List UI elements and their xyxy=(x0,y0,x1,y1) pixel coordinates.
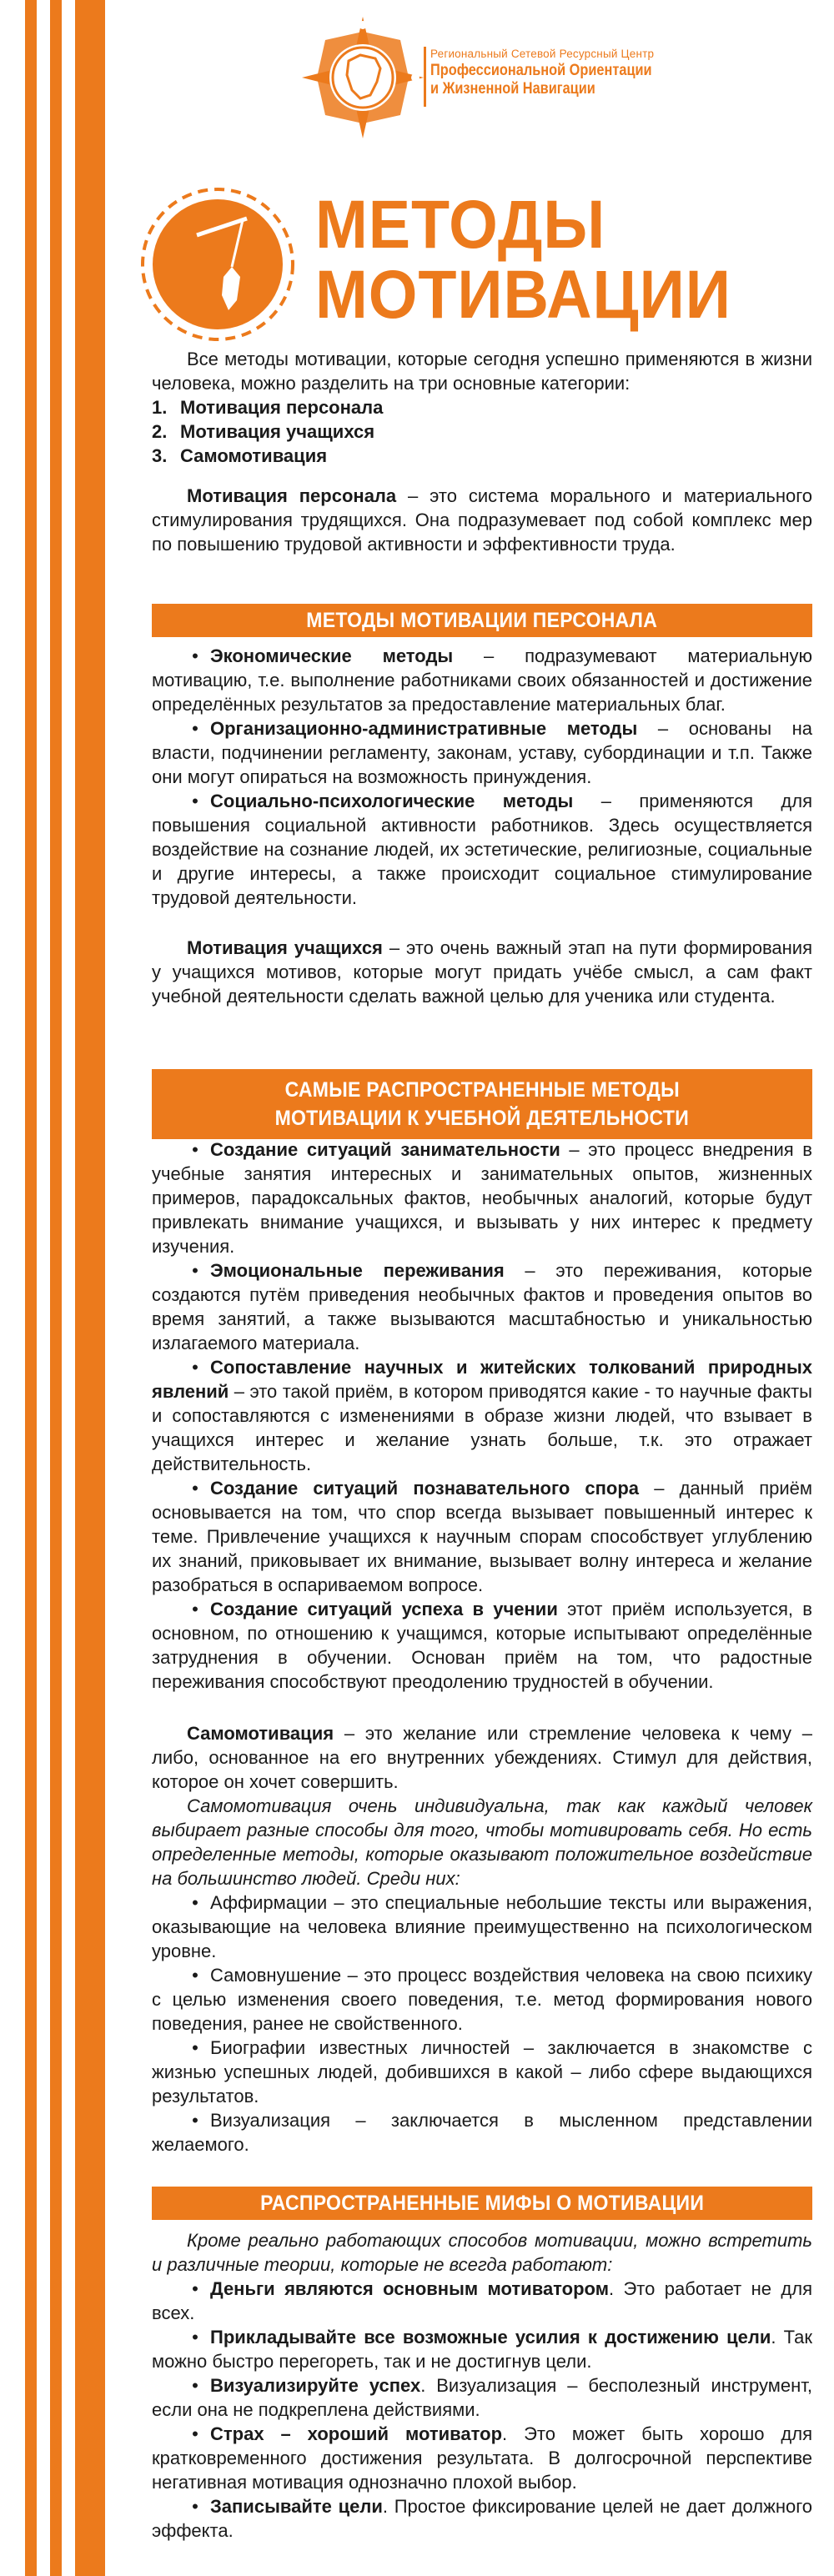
myths-intro xyxy=(152,2228,812,2277)
list-item xyxy=(152,395,812,419)
list-item xyxy=(152,2422,812,2494)
decor-stripe xyxy=(25,0,37,2576)
list-item xyxy=(152,1476,812,1597)
list-item: • Аффирмации – это специальные небольшие тексты или выражения, оказывающие на человека влияние преимущественно на психологическом уровне. xyxy=(152,1891,812,1963)
list-item xyxy=(152,716,812,789)
list-item xyxy=(152,644,812,716)
section-band-myths xyxy=(152,2187,812,2220)
term: Создание ситуаций занимательности xyxy=(210,1139,560,1160)
title-line1: МЕТОДЫ xyxy=(315,187,606,263)
definition: – это очень важный этап на пути формирования у учащихся мотивов, которые могут придать учёбе смысл, а сам факт учебной деятельности сделать важной целью для ученика или студента. xyxy=(152,937,813,1007)
title-line2: МОТИВАЦИИ xyxy=(315,257,731,333)
band-title-line2: МОТИВАЦИИ К УЧЕБНОЙ ДЕЯТЕЛЬНОСТИ xyxy=(274,1107,690,1130)
category-list xyxy=(152,395,812,468)
pendulum-icon xyxy=(138,185,297,344)
item-text: – это переживания, которые создаются путём приведения необычных фактов и проведения опытов во время занятий, а также вызываются масштабностью и уникальностью излагаемого материала. xyxy=(152,1260,812,1353)
item-text: – данный приём основывается на том, что спор всегда вызывает повышенный интерес к теме. Привлечение учащихся к научным спорам способствует углублению их знаний, приковывает их внимание, вызывает волну интереса и желание разобраться в оспариваемом вопросе. xyxy=(152,1478,812,1595)
term: Деньги являются основным мотиватором xyxy=(210,2278,609,2299)
list-number: 1. xyxy=(152,397,168,418)
item-text: – основаны на власти, подчинении регламенту, законам, уставу, субординации и т.п. Также они могут опираться на возможность принуждения. xyxy=(152,718,812,787)
list-item xyxy=(152,2325,812,2373)
list-item xyxy=(152,1258,812,1355)
list-item xyxy=(152,1137,812,1258)
item-text: – это процесс внедрения в учебные занятия интересных и занимательных опытов, жизненных примеров, парадоксальных фактов, необычных аналогий, которые будут привлекать внимание учащихся, и вызывать у них интерес к предмету изучения. xyxy=(152,1139,812,1257)
list-item: • Биографии известных личностей – заключается в знакомстве с жизнью успешных людей, добившихся в какой – либо сфере выдающихся результатов. xyxy=(152,2036,812,2108)
italic-note: Кроме реально работающих способов мотивации, можно встретить и различные теории, которые не всегда работают: xyxy=(152,2230,812,2275)
term: Мотивация персонала xyxy=(187,485,397,506)
section-band-personnel xyxy=(152,604,812,637)
personnel-section xyxy=(152,484,812,556)
term: Мотивация учащихся xyxy=(187,937,383,958)
term: Эмоциональные переживания xyxy=(210,1260,505,1281)
list-item xyxy=(152,1355,812,1476)
list-item xyxy=(152,2494,812,2543)
term: Создание ситуаций познавательного спора xyxy=(210,1478,640,1499)
definition: – это желание или стремление человека к чему – либо, основанное на его внутренних убеждениях. Стимул для действия, которое он хочет совершить. xyxy=(152,1723,812,1792)
band-title: МЕТОДЫ МОТИВАЦИИ ПЕРСОНАЛА xyxy=(306,609,658,632)
list-item-label: Мотивация учащихся xyxy=(180,421,375,442)
list-item xyxy=(152,444,812,468)
org-line1: Региональный Сетевой Ресурсный Центр xyxy=(430,48,655,60)
list-item-label: Мотивация персонала xyxy=(180,397,384,418)
myths-section xyxy=(152,2228,812,2543)
students-definition xyxy=(152,936,812,1008)
term: Самомотивация xyxy=(187,1723,334,1744)
section-band-study xyxy=(152,1069,812,1139)
item-text: . Так можно быстро перегореть, так и не достигнув цели. xyxy=(152,2327,812,2372)
self-note xyxy=(152,1794,812,1891)
item-text: . Визуализация – бесполезный инструмент, если она не подкреплена действиями. xyxy=(152,2375,812,2420)
intro-text: Все методы мотивации, которые сегодня успешно применяются в жизни человека, можно разделить на три основные категории: xyxy=(152,349,812,394)
list-item xyxy=(152,2277,812,2325)
list-item xyxy=(152,1597,812,1694)
self-definition xyxy=(152,1721,812,1794)
item-text: . Это работает не для всех. xyxy=(152,2278,812,2323)
band-title-line1: САМЫЕ РАСПРОСТРАНЕННЫЕ МЕТОДЫ xyxy=(284,1078,680,1102)
list-item: • Визуализация – заключается в мысленном представлении желаемого. xyxy=(152,2108,812,2157)
decor-stripe xyxy=(75,0,105,2576)
term: Страх – хороший мотиватор xyxy=(210,2423,503,2444)
list-item xyxy=(152,419,812,444)
list-item-label: Самомотивация xyxy=(180,445,328,466)
org-line2: Профессиональной Ориентации xyxy=(430,62,652,79)
term: Прикладывайте все возможные усилия к достижению цели xyxy=(210,2327,771,2348)
compass-logo-icon xyxy=(300,15,425,140)
self-section xyxy=(152,1721,812,2157)
org-name xyxy=(430,47,681,98)
term: Создание ситуаций успеха в учении xyxy=(210,1599,558,1619)
list-number: 3. xyxy=(152,445,168,466)
term: Визуализируйте успех xyxy=(210,2375,421,2396)
list-item: • Самовнушение – это процесс воздействия человека на свою психику с целью изменения своего поведения, т.е. метод формирования нового поведения, ранее не свойственного. xyxy=(152,1963,812,2036)
band-title: РАСПРОСТРАНЕННЫЕ МИФЫ О МОТИВАЦИИ xyxy=(259,2192,705,2215)
definition: – это система морального и материального стимулирования трудящихся. Она подразумевает под собой комплекс мер по повышению трудовой активности и эффективности труда. xyxy=(152,485,812,555)
term: Экономические методы xyxy=(210,645,454,666)
decor-stripe xyxy=(50,0,62,2576)
page-title xyxy=(315,187,731,333)
item-text: – применяются для повышения социальной активности работников. Здесь осуществляется воздействие на сознание людей, их эстетические, религиозные, социальные и другие интересы, а также происходит социальное стимулирование трудовой деятельности. xyxy=(152,791,813,908)
term: Организационно-административные методы xyxy=(210,718,638,739)
list-number: 2. xyxy=(152,421,168,442)
personnel-methods xyxy=(152,644,812,910)
term: Сопоставление научных и житейских толкований природных явлений xyxy=(152,1357,812,1402)
personnel-definition xyxy=(152,484,812,556)
item-text: . Это может быть хорошо для кратковременного достижения результата. В долгосрочной перспективе негативная мотивация однозначно плохой выбор. xyxy=(152,2423,812,2493)
term: Записывайте цели xyxy=(210,2496,383,2517)
list-item xyxy=(152,2373,812,2422)
item-text: – подразумевают материальную мотивацию, т.е. выполнение работниками своих обязанностей и достижение определённых результатов за предоставление материальных благ. xyxy=(152,645,812,715)
list-item xyxy=(152,789,812,910)
item-text: . Простое фиксирование целей не дает должного эффекта. xyxy=(152,2496,812,2541)
intro-section xyxy=(152,347,812,468)
study-methods xyxy=(152,1137,812,1694)
item-text: этот приём используется, в основном, по отношению к учащимся, которые испытывают определённые затруднения в обучении. Основан приём на том, что радостные переживания способствуют преодолению трудностей в обучении. xyxy=(152,1599,812,1692)
item-text: – это такой приём, в котором приводятся какие - то научные факты и сопоставляются с изменениями в образе жизни людей, что взывает в учащихся интерес и желание узнать больше, т.к. это отражает действительность. xyxy=(152,1381,812,1474)
org-line3: и Жизненной Навигации xyxy=(430,80,595,98)
italic-note: Самомотивация очень индивидуальна, так как каждый человек выбирает разные способы для того, чтобы мотивировать себя. Но есть определенные методы, которые оказывают положительное воздействие на большинство людей. Среди них: xyxy=(152,1795,812,1889)
logo-divider xyxy=(424,47,426,107)
students-section xyxy=(152,936,812,1008)
term: Социально-психологические методы xyxy=(210,791,574,811)
